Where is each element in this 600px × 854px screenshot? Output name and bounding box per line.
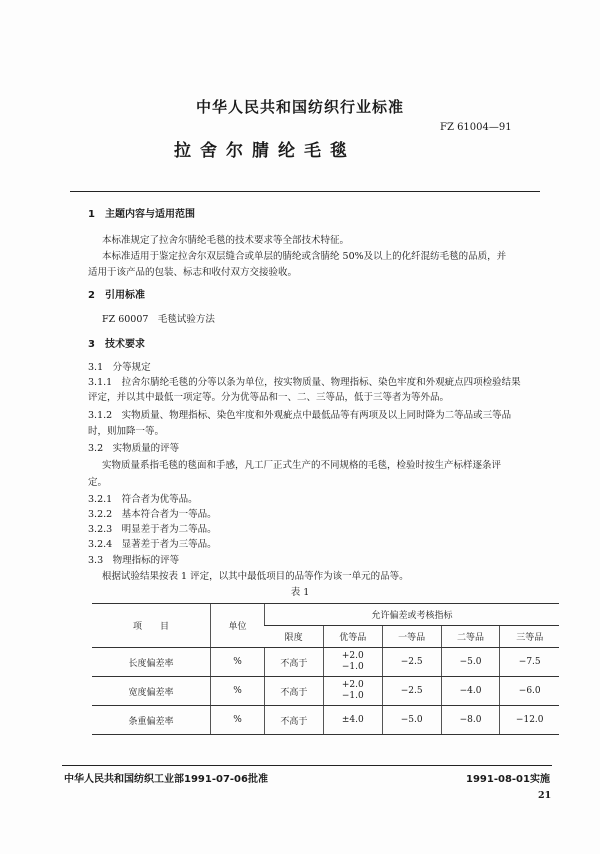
paragraph-line: 3.1.1 拉舍尔腈纶毛毯的分等以条为单位，按实物质量、物理指标、染色牢度和外观疵点四项检验结果 [88,377,521,388]
cell-unit: % [211,706,265,735]
cell-limit: 不高于 [265,677,324,706]
table-row [92,648,559,677]
standard-code: FZ 61004—91 [440,122,512,133]
cell-limit: 不高于 [265,648,324,677]
paragraph-line: 3.3 物理指标的评等 [88,555,180,566]
paragraph-line: 定。 [88,477,108,488]
paragraph-line: FZ 60007 毛毯试验方法 [102,314,215,325]
cell-g1: −2.5 [382,648,441,677]
cell-best [323,677,382,706]
issuing-org: 中华人民共和国纺织行业标准 [195,98,404,116]
col-item: 项 目 [92,604,211,648]
best-value: ±4.0 [341,714,364,725]
table-caption: 表 1 [290,587,310,598]
cell-g2: −4.0 [441,677,500,706]
col-4: 三等品 [500,626,559,648]
best-value: +2.0 [341,651,364,661]
paragraph-line: 3.2.3 明显差于者为二等品。 [88,524,217,535]
col-3: 二等品 [441,626,500,648]
section-heading: 1 主题内容与适用范围 [88,209,195,220]
cell-limit: 不高于 [265,706,324,735]
cell-best [323,706,382,735]
paragraph-line: 本标准规定了拉舍尔腈纶毛毯的技术要求等全部技术特征。 [102,235,350,246]
paragraph-line: 3.2.2 基本符合者为一等品。 [88,509,217,520]
paragraph-line: 时，则加降一等。 [88,426,165,437]
cell-g3: −12.0 [500,706,559,735]
cell-best [323,648,382,677]
paragraph-line: 3.2.4 显著差于者为三等品。 [88,539,217,550]
best-value: −1.0 [341,691,364,701]
section-heading: 2 引用标准 [88,290,145,301]
best-value: −1.0 [341,662,364,672]
effective-date: 1991-08-01实施 [466,774,550,785]
paragraph-line: 实物质量系指毛毯的毯面和手感，凡工厂正式生产的不同规格的毛毯，检验时按生产标样逐条评 [102,460,502,471]
paragraph-line: 适用于该产品的包装、标志和收付双方交接验收。 [88,267,298,278]
paragraph-line: 本标准适用于鉴定拉舍尔双层缝合或单层的腈纶或含腈纶 50%及以上的化纤混纺毛毯的品质，并 [102,251,507,262]
paragraph-line: 根据试验结果按表 1 评定，以其中最低项目的品等作为该一单元的品等。 [102,571,409,582]
col-group: 允许偏差或考核指标 [265,604,560,626]
header-rule [70,191,540,192]
section-heading: 3 技术要求 [88,339,145,350]
cell-g2: −5.0 [441,648,500,677]
approval-text: 中华人民共和国纺织工业部1991-07-06批准 [64,774,268,785]
best-value: +2.0 [341,680,364,690]
table-row [92,677,559,706]
cell-unit: % [211,648,265,677]
table-1 [92,603,559,735]
cell-g1: −2.5 [382,677,441,706]
cell-item: 宽度偏差率 [92,677,211,706]
cell-item: 条重偏差率 [92,706,211,735]
cell-g3: −6.0 [500,677,559,706]
paragraph-line: 3.1.2 实物质量、物理指标、染色牢度和外观疵点中最低品等有两项及以上同时降为二等品或三等品 [88,410,512,421]
cell-g2: −8.0 [441,706,500,735]
page-number: 21 [538,790,552,801]
cell-g1: −5.0 [382,706,441,735]
paragraph-line: 评定，并以其中最低一项定等。分为优等品和一、二、三等品，低于三等者为等外品。 [88,392,450,403]
paragraph-line: 3.1 分等规定 [88,362,151,373]
paragraph-line: 3.2 实物质量的评等 [88,443,180,454]
cell-g3: −7.5 [500,648,559,677]
document-title: 拉舍尔腈纶毛毯 [174,141,356,161]
footer-rule [62,765,552,766]
cell-item: 长度偏差率 [92,648,211,677]
table-row [92,706,559,735]
col-1: 优等品 [323,626,382,648]
col-0: 限度 [265,626,324,648]
col-unit: 单位 [211,604,265,648]
col-2: 一等品 [382,626,441,648]
paragraph-line: 3.2.1 符合者为优等品。 [88,494,198,505]
cell-unit: % [211,677,265,706]
